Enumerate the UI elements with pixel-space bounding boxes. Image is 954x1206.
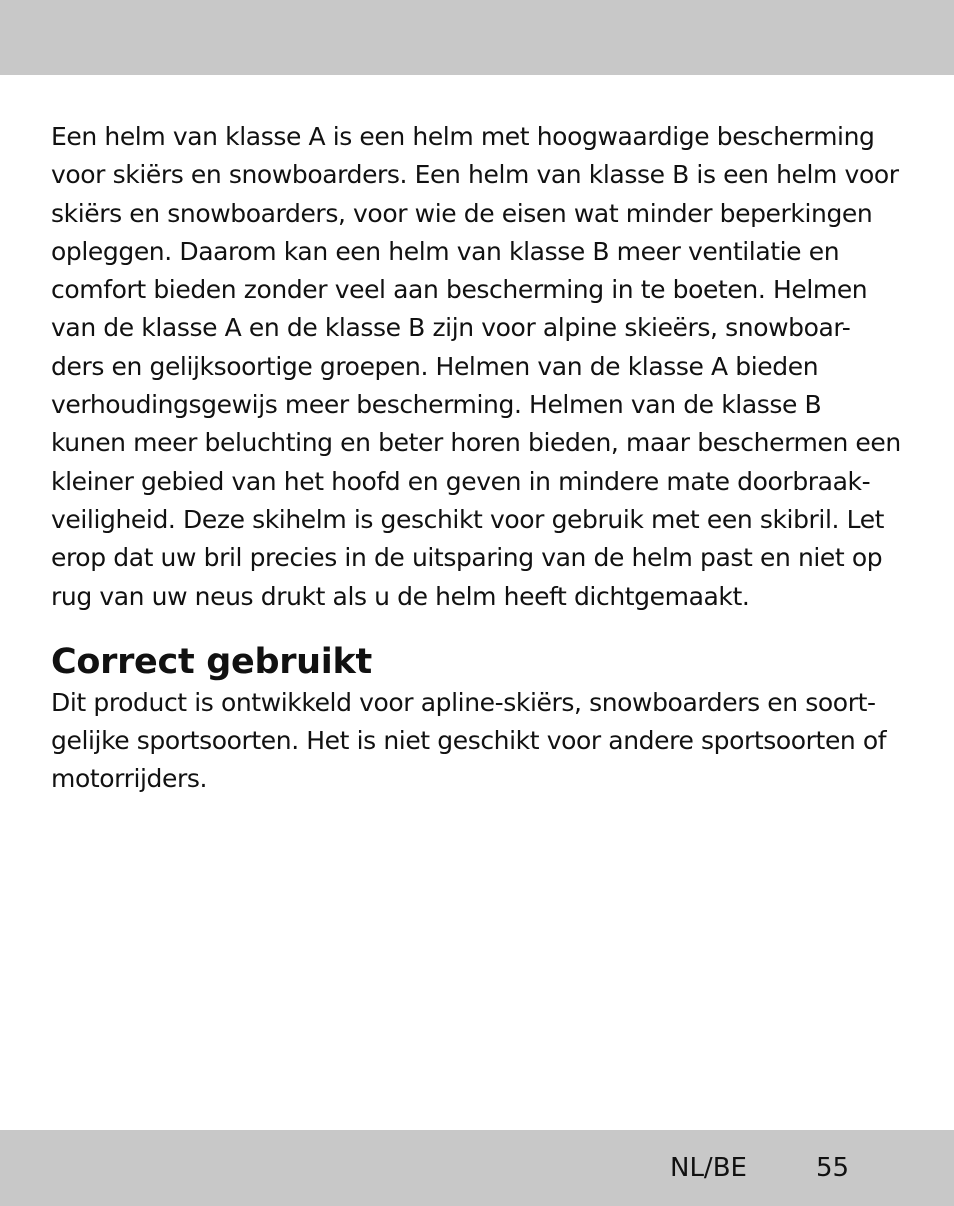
paragraph-line: gelijke sportsoorten. Het is niet geschikt voor andere sportsoorten of: [51, 726, 887, 756]
footer-band: [0, 1130, 954, 1206]
paragraph-line: Een helm van klasse A is een helm met hoogwaardige bescherming: [51, 122, 875, 151]
paragraph-line: ders en gelijksoortige groepen. Helmen van de klasse A bieden: [51, 351, 819, 381]
section-paragraph: [51, 684, 911, 799]
section-heading: Correct gebruikt: [51, 641, 372, 682]
intro-paragraph: [51, 118, 911, 616]
footer-language: NL/BE: [670, 1153, 747, 1183]
paragraph-line: veiligheid. Deze skihelm is geschikt voor gebruik met een skibril. Let: [51, 504, 885, 534]
paragraph-line: kleiner gebied van het hoofd en geven in mindere mate doorbraak-: [51, 466, 871, 496]
paragraph-line: voor skiërs en snowboarders. Een helm van klasse B is een helm voor: [51, 160, 899, 190]
paragraph-line: skiërs en snowboarders, voor wie de eisen wat minder beperkingen: [51, 198, 873, 228]
page-number: 55: [816, 1153, 850, 1183]
paragraph-line: motorrijders.: [51, 764, 208, 794]
paragraph-line: rug van uw neus drukt als u de helm heeft dichtgemaakt.: [51, 581, 750, 611]
paragraph-line: kunen meer beluchting en beter horen bieden, maar beschermen een: [51, 428, 901, 458]
paragraph-line: erop dat uw bril precies in de uitsparing van de helm past en niet op: [51, 543, 883, 573]
paragraph-line: opleggen. Daarom kan een helm van klasse B meer ventilatie en: [51, 236, 840, 266]
paragraph-line: van de klasse A en de klasse B zijn voor alpine skieërs, snowboar-: [51, 313, 851, 343]
page-content: [51, 118, 911, 799]
header-band: [0, 0, 954, 75]
paragraph-line: Dit product is ontwikkeld voor apline-skiërs, snowboarders en soort-: [51, 687, 876, 717]
paragraph-line: comfort bieden zonder veel aan bescherming in te boeten. Helmen: [51, 275, 868, 305]
paragraph-line: verhoudingsgewijs meer bescherming. Helmen van de klasse B: [51, 390, 822, 420]
